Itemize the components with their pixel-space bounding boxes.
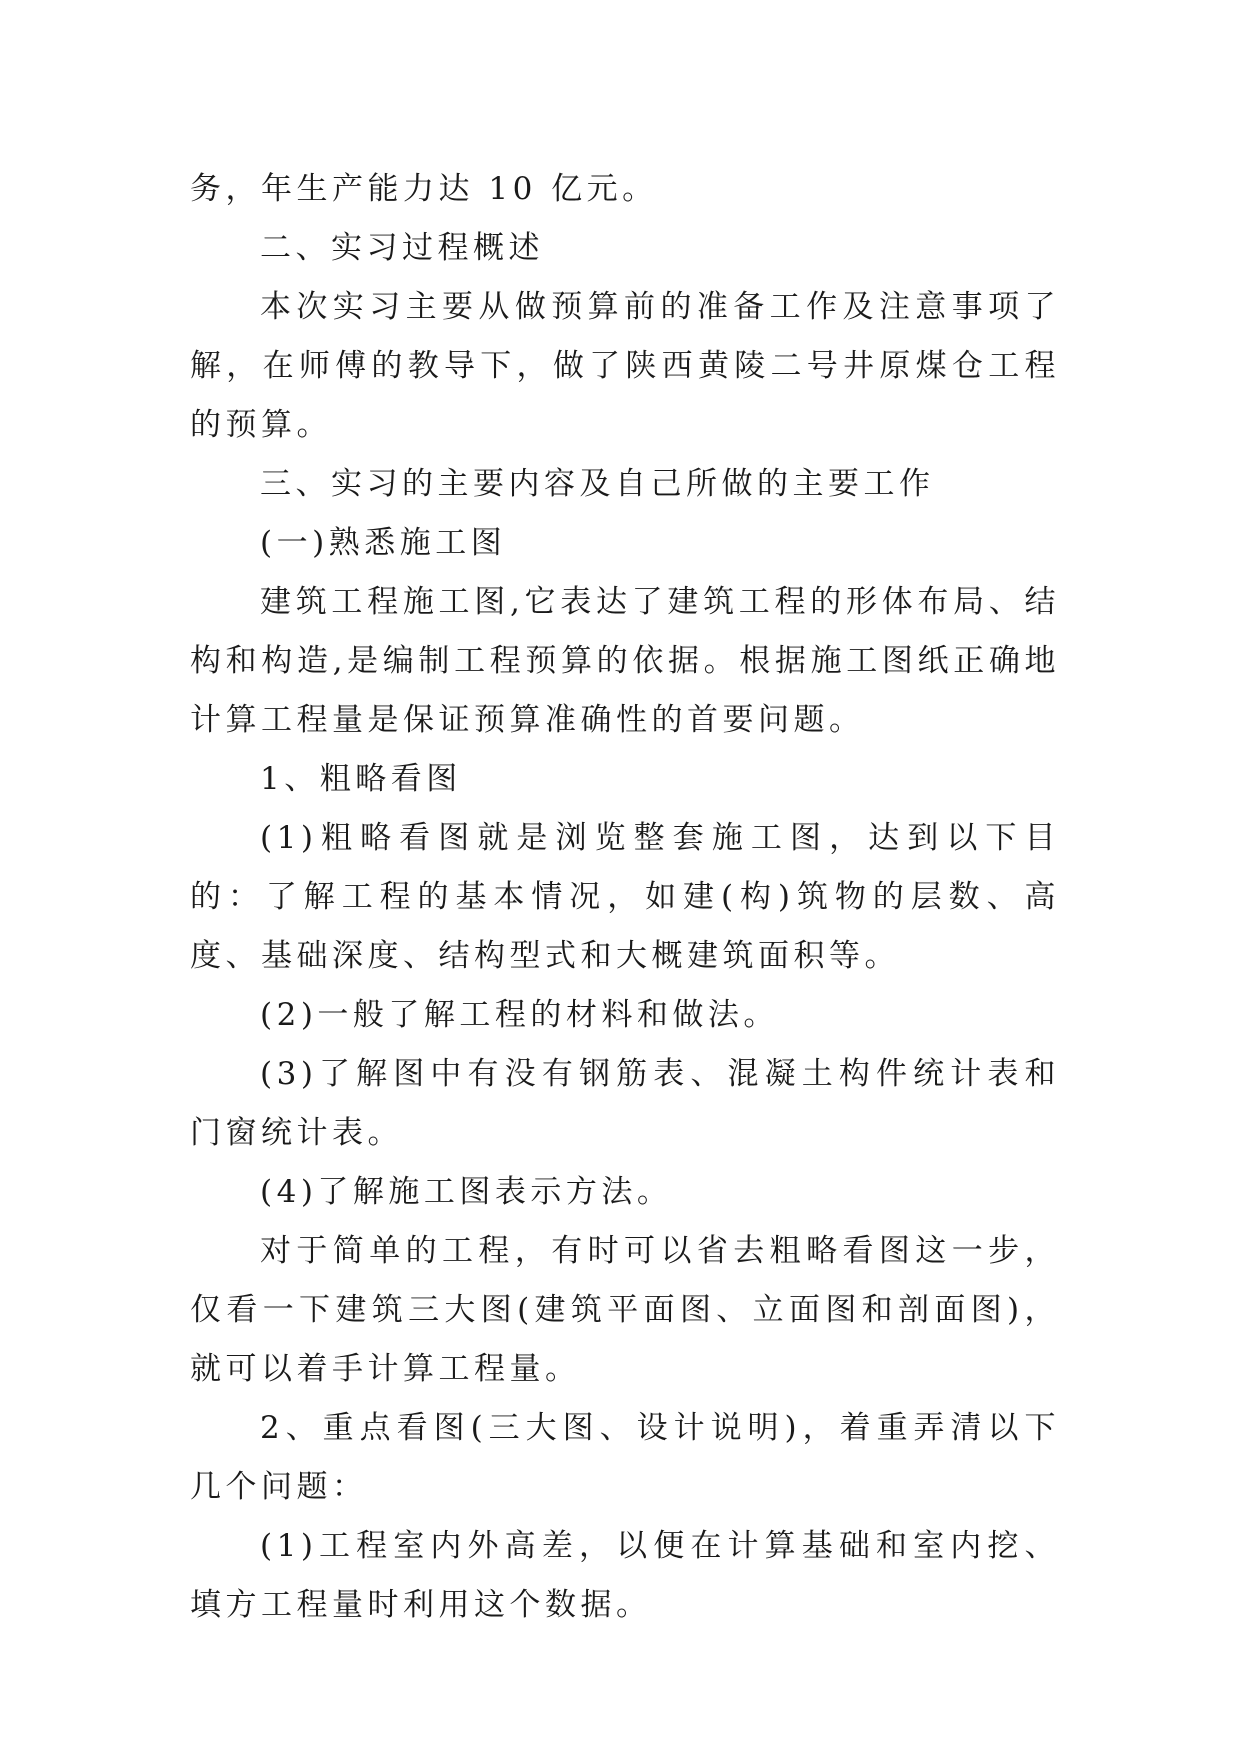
list-item: (4)了解施工图表示方法。 [260,1174,673,1210]
paragraph: 建筑工程施工图,它表达了建筑工程的形体布局、结构和构造,是编制工程预算的依据。根据施工图纸正确地计算工程量是保证预算准确性的首要问题。 [190,584,1060,738]
item-heading: 1、粗略看图 [260,761,462,797]
paragraph: 对于简单的工程，有时可以省去粗略看图这一步，仅看一下建筑三大图(建筑平面图、立面图和剖面图)，就可以着手计算工程量。 [190,1233,1060,1387]
section-heading-2: 二、实习过程概述 [260,230,544,266]
list-item: (1)工程室内外高差，以便在计算基础和室内挖、填方工程量时利用这个数据。 [190,1528,1060,1623]
list-item: (1)粗略看图就是浏览整套施工图，达到以下目的：了解工程的基本情况，如建(构)筑物的层数、高度、基础深度、结构型式和大概建筑面积等。 [190,820,1060,974]
section-heading-3: 三、实习的主要内容及自己所做的主要工作 [260,466,935,502]
list-item: (2)一般了解工程的材料和做法。 [260,997,779,1033]
subsection-heading: (一)熟悉施工图 [260,525,507,561]
list-item: (3)了解图中有没有钢筋表、混凝土构件统计表和门窗统计表。 [190,1056,1060,1151]
item-heading: 2、重点看图(三大图、设计说明)，着重弄清以下几个问题： [190,1410,1060,1505]
document-body [190,160,1060,1635]
paragraph: 本次实习主要从做预算前的准备工作及注意事项了解，在师傅的教导下，做了陕西黄陵二号井原煤仓工程的预算。 [190,289,1060,443]
paragraph-continuation: 务，年生产能力达 10 亿元。 [190,171,658,207]
